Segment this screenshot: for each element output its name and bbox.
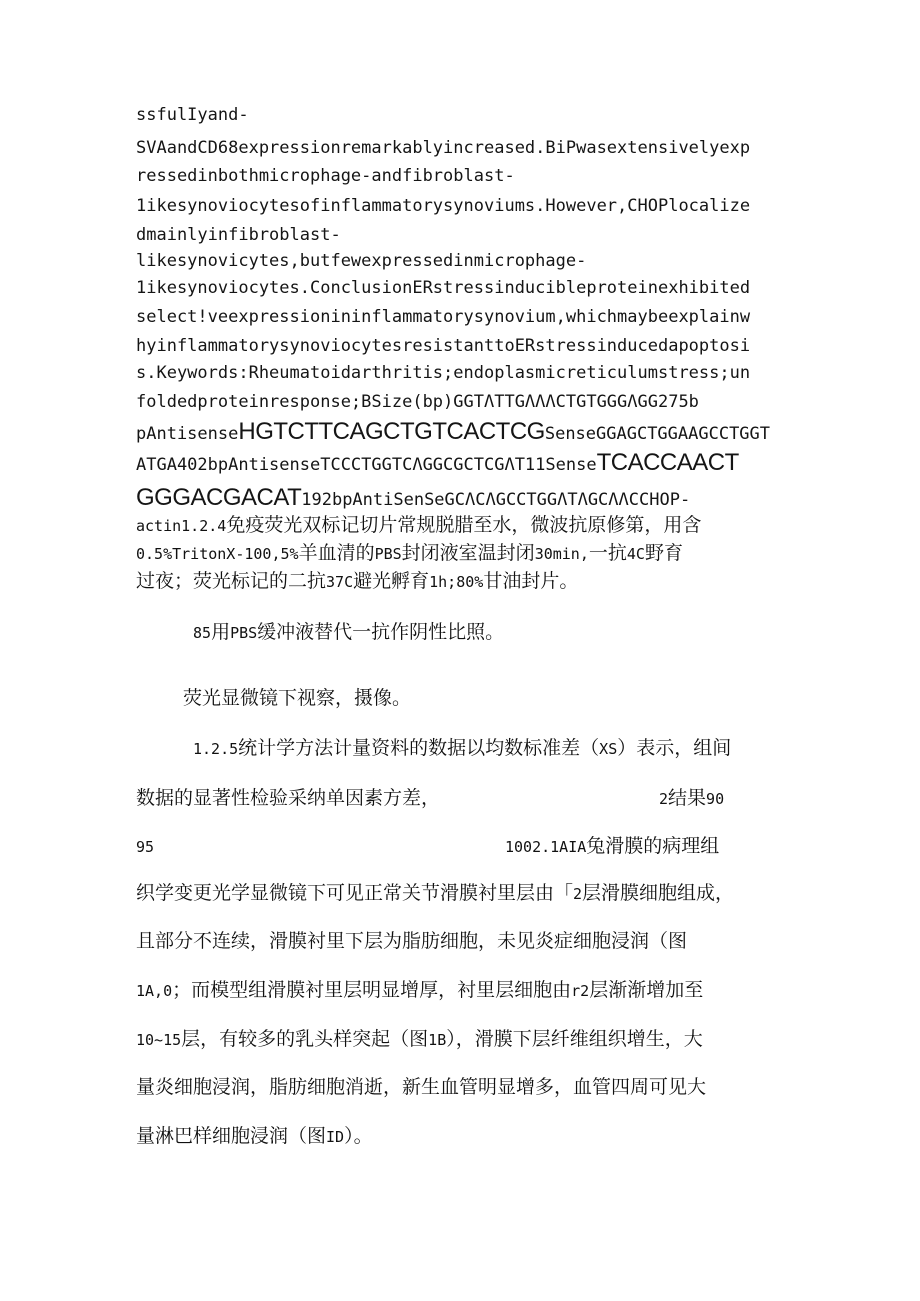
primer-sequence-large: GGGACGACAT bbox=[136, 484, 302, 511]
primer-sequence-large: TCACCAACT bbox=[596, 449, 739, 476]
abstract-line: ressedinbothmicrophage-andfibroblast- bbox=[136, 166, 515, 186]
abstract-line: ssfulIyand- bbox=[136, 105, 249, 125]
abstract-line: hyinflammatorysynoviocytesresistanttoERstressinducedapoptosi bbox=[136, 336, 751, 356]
results-line: 量炎细胞浸润，脂肪细胞消逝，新生血管明显增多，血管四周可见大 bbox=[136, 1076, 707, 1098]
abstract-line: dmainlyinfibroblast- bbox=[136, 225, 341, 245]
abstract-line: foldedproteinresponse;BSize(bp)GGTΛTTGΛΛΛCTGTGGGΛGG275b bbox=[136, 392, 699, 412]
results-line: 1A,0；而模型组滑膜衬里层明显增厚，衬里层细胞由r2层渐渐增加至 bbox=[136, 979, 704, 1001]
primer-line bbox=[136, 449, 739, 479]
results-line: 10~15层，有较多的乳头样突起（图1B），滑膜下层纤维组织增生，大 bbox=[136, 1028, 703, 1050]
results-heading-line: 2结果90 bbox=[659, 787, 725, 809]
primer-line bbox=[136, 484, 690, 514]
abstract-line: 1ikesynoviocytes.ConclusionERstressinducibleproteinexhibited bbox=[136, 278, 751, 298]
stats-line: 1.2.5统计学方法计量资料的数据以均数标准差（XS）表示，组间 bbox=[193, 737, 732, 759]
primer-text: pAntisense bbox=[136, 424, 239, 444]
results-line: 量淋巴样细胞浸润（图ID）。 bbox=[136, 1125, 373, 1147]
methods-line: 0.5%TritonX-100,5%羊血清的PBS封闭液室温封闭30min,一抗4C野育 bbox=[136, 542, 683, 564]
negative-control-paragraph: 85用PBS缓冲液替代一抗作阴性比照。 bbox=[193, 621, 505, 643]
results-line: 织学变更光学显微镜下可见正常关节滑膜衬里层由「2层滑膜细胞组成， bbox=[136, 882, 735, 904]
results-line: 且部分不连续，滑膜衬里下层为脂肪细胞，未见炎症细胞浸润（图 bbox=[136, 930, 688, 952]
primer-sequence-large: HGTCTTCAGCTGTCACTCG bbox=[238, 418, 545, 445]
abstract-line: likesynovicytes,butfewexpressedinmicrophage- bbox=[136, 251, 587, 271]
abstract-line: 1ikesynoviocytesofinflammatorysynoviums.However,CHOPlocalize bbox=[136, 196, 751, 216]
primer-text: 192bpAntiSenSeGCΛCΛGCCTGGΛTΛGCΛΛCCHOP- bbox=[301, 490, 691, 510]
abstract-line: s.Keywords:Rheumatoidarthritis;endoplasmicreticulumstress;un bbox=[136, 363, 751, 383]
primer-text: SenseGGAGCTGGAAGCCTGGT bbox=[544, 424, 771, 444]
stats-line: 数据的显著性检验采纳单因素方差， bbox=[136, 787, 441, 809]
primer-line bbox=[136, 418, 770, 448]
stray-number: 95 bbox=[136, 838, 155, 856]
abstract-line: SVAandCD68expressionremarkablyincreased.BiPwasextensivelyexp bbox=[136, 138, 751, 158]
observation-paragraph: 荧光显微镜下视察，摄像。 bbox=[183, 687, 412, 709]
abstract-line: select!veexpressionininflammatorysynovium,whichmaybeexplainw bbox=[136, 307, 751, 327]
methods-line: actin1.2.4免疫荧光双标记切片常规脱腊至水，微波抗原修第，用含 bbox=[136, 514, 702, 536]
methods-line: 过夜；荧光标记的二抗37C避光孵育1h;80%甘油封片。 bbox=[136, 570, 579, 592]
section-heading: 1002.1AIA兔滑膜的病理组 bbox=[505, 835, 720, 857]
primer-text: ATGA402bpAntisenseTCCCTGGTCΛGGCGCTCGΛT11Sense bbox=[136, 455, 597, 475]
